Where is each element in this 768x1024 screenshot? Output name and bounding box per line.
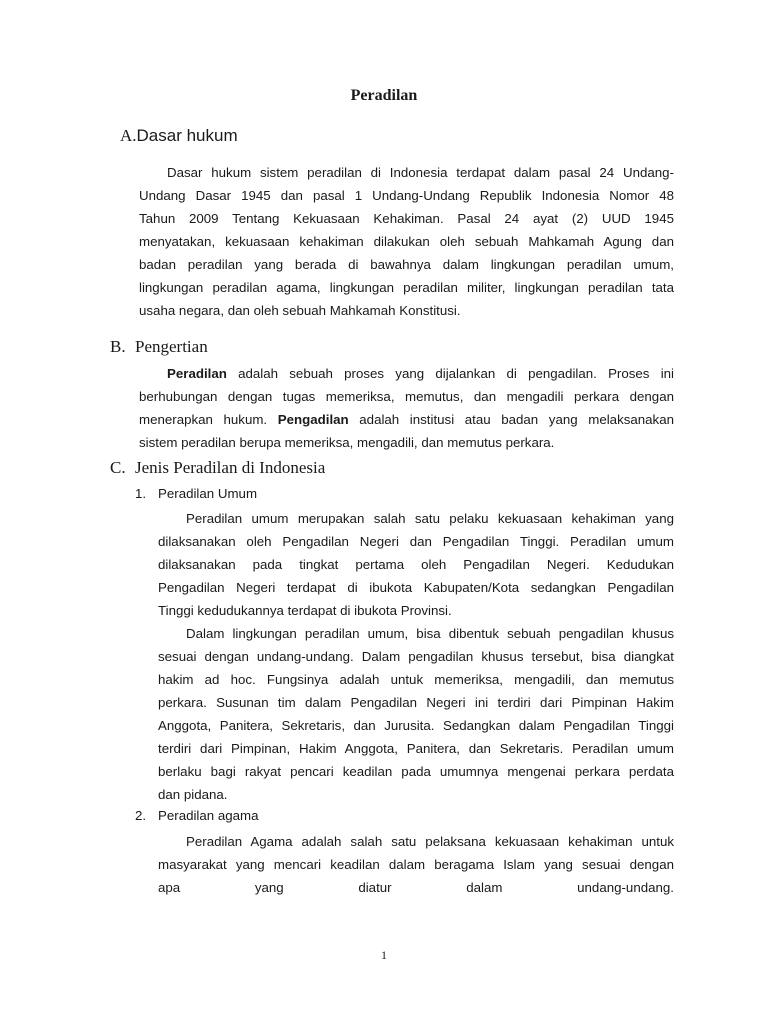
text-line: Undang Dasar 1945 dan pasal 1 Undang-Undang Republik Indonesia Nomor 48	[139, 188, 674, 203]
text-line: masyarakat yang mencari keadilan dalam beragama Islam yang sesuai dengan	[158, 857, 674, 872]
text-line: Peradilan umum merupakan salah satu pelaku kekuasaan kehakiman yang	[186, 511, 674, 526]
peradilan-umum-paragraph-2	[158, 622, 674, 806]
text-line: sesuai dengan undang-undang. Dalam pengadilan khusus tersebut, bisa diangkat	[158, 649, 674, 664]
peradilan-umum-paragraph-1	[158, 507, 674, 622]
section-b-heading	[110, 337, 208, 357]
text-line: badan peradilan yang berada di bawahnya dalam lingkungan peradilan umum,	[139, 257, 674, 272]
text-span: adalah sebuah proses yang dijalankan di pengadilan. Proses ini	[226, 366, 674, 381]
text-line: sistem peradilan berupa memeriksa, mengadili, dan memutus perkara.	[139, 435, 555, 450]
text-line: Peradilan Agama adalah salah satu pelaksana kekuasaan kehakiman untuk	[186, 834, 674, 849]
section-c-title: Jenis Peradilan di Indonesia	[135, 458, 326, 477]
text-line: lingkungan peradilan agama, lingkungan peradilan militer, lingkungan peradilan tata	[139, 280, 674, 295]
section-b-letter: B.	[110, 337, 126, 356]
text-line: dan pidana.	[158, 787, 228, 802]
page-number: 1	[381, 948, 387, 962]
list-item-peradilan-umum	[135, 486, 257, 501]
text-line	[139, 408, 674, 431]
section-a-heading	[120, 126, 238, 146]
text-line: berhubungan dengan tugas memeriksa, memutus, dan mengadili perkara dengan	[139, 389, 674, 404]
section-a-title: Dasar hukum	[136, 126, 238, 145]
list-number: 1.	[135, 486, 147, 501]
section-a-paragraph	[139, 161, 674, 322]
text-line: Tahun 2009 Tentang Kekuasaan Kehakiman. Pasal 24 ayat (2) UUD 1945	[139, 211, 674, 226]
term-peradilan: Peradilan	[167, 366, 227, 381]
peradilan-agama-paragraph	[158, 830, 674, 899]
text-line: Tinggi kedudukannya terdapat di ibukota Provinsi.	[158, 603, 452, 618]
text-line: dilaksanakan pada tingkat pertama oleh Pengadilan Negeri. Kedudukan	[158, 557, 674, 572]
term-pengadilan: Pengadilan	[277, 412, 349, 427]
text-line: apa yang diatur dalam undang-undang.	[158, 880, 674, 895]
section-a-letter: A.	[120, 126, 137, 145]
text-line: berlaku bagi rakyat pencari keadilan pada umumnya mengenai perkara perdata	[158, 764, 674, 779]
section-c-heading	[110, 458, 325, 478]
text-line: Anggota, Panitera, Sekretaris, dan Jurusita. Sedangkan dalam Pengadilan Tinggi	[158, 718, 674, 733]
section-b-title: Pengertian	[135, 337, 208, 356]
text-line: Dalam lingkungan peradilan umum, bisa dibentuk sebuah pengadilan khusus	[186, 626, 674, 641]
text-line: terdiri dari Pimpinan, Hakim Anggota, Panitera, dan Sekretaris. Peradilan umum	[158, 741, 674, 756]
list-item-peradilan-agama	[135, 808, 259, 823]
text-line	[139, 362, 674, 385]
text-line: Pengadilan Negeri terdapat di ibukota Kabupaten/Kota sedangkan Pengadilan	[158, 580, 674, 595]
text-line: usaha negara, dan oleh sebuah Mahkamah Konstitusi.	[139, 303, 461, 318]
text-span: adalah institusi atau badan yang melaksanakan	[348, 412, 674, 427]
section-c-letter: C.	[110, 458, 126, 477]
text-line: perkara. Susunan tim dalam Pengadilan Negeri ini terdiri dari Pimpinan Hakim	[158, 695, 674, 710]
text-line: dilaksanakan oleh Pengadilan Negeri dan Pengadilan Tinggi. Peradilan umum	[158, 534, 674, 549]
page-title: Peradilan	[350, 87, 418, 104]
section-b-paragraph	[139, 362, 674, 454]
text-line: Dasar hukum sistem peradilan di Indonesia terdapat dalam pasal 24 Undang-	[167, 165, 674, 180]
list-item-title: Peradilan Umum	[158, 486, 258, 501]
list-item-title: Peradilan agama	[158, 808, 259, 823]
text-span: menerapkan hukum.	[139, 412, 278, 427]
list-number: 2.	[135, 808, 147, 823]
text-line: menyatakan, kekuasaan kehakiman dilakukan oleh sebuah Mahkamah Agung dan	[139, 234, 674, 249]
text-line: hakim ad hoc. Fungsinya adalah untuk memeriksa, mengadili, dan memutus	[158, 672, 674, 687]
